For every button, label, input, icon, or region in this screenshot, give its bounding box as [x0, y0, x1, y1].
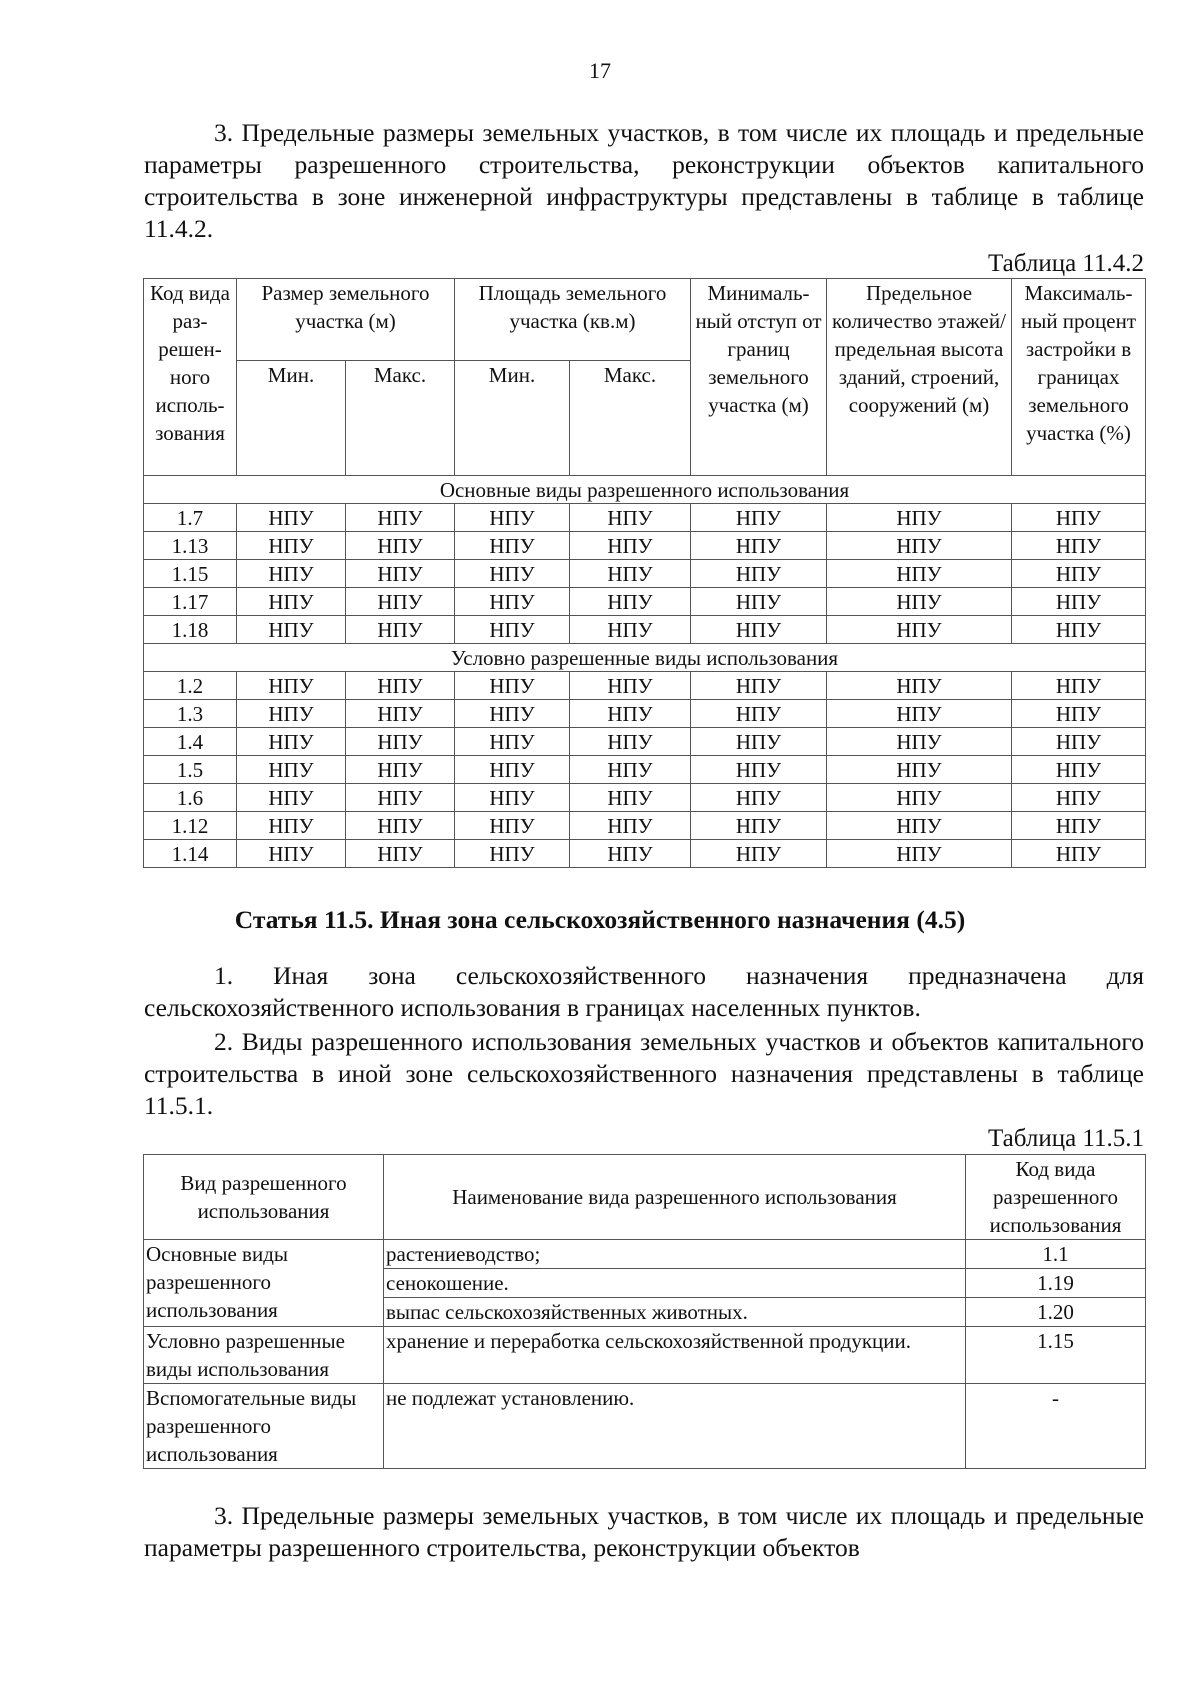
use-code: 1.12	[144, 812, 237, 840]
use-code: 1.15	[966, 1327, 1146, 1384]
table-caption-11-4-2: Таблица 11.4.2	[988, 250, 1144, 277]
value-cell: НПУ	[1012, 560, 1146, 588]
value-cell: НПУ	[570, 756, 691, 784]
value-cell: НПУ	[237, 616, 346, 644]
table-row	[144, 812, 1146, 840]
value-cell: НПУ	[346, 532, 455, 560]
value-cell: НПУ	[570, 784, 691, 812]
value-cell: НПУ	[691, 728, 827, 756]
value-cell: НПУ	[691, 784, 827, 812]
value-cell: НПУ	[691, 560, 827, 588]
header-area-max: Макс.	[570, 361, 691, 476]
value-cell: НПУ	[237, 840, 346, 868]
value-cell: НПУ	[570, 700, 691, 728]
header-plot-size: Размер земельного участка (м)	[237, 279, 455, 361]
value-cell: НПУ	[570, 532, 691, 560]
value-cell: НПУ	[237, 560, 346, 588]
value-cell: НПУ	[346, 812, 455, 840]
table-11-4-2	[143, 278, 1146, 868]
value-cell: НПУ	[455, 504, 570, 532]
table-row	[144, 616, 1146, 644]
value-cell: НПУ	[237, 588, 346, 616]
value-cell: НПУ	[827, 588, 1012, 616]
value-cell: НПУ	[691, 672, 827, 700]
table-row	[144, 532, 1146, 560]
value-cell: НПУ	[827, 728, 1012, 756]
article-heading: Статья 11.5. Иная зона сельскохозяйственного назначения (4.5)	[234, 905, 966, 934]
value-cell: НПУ	[1012, 728, 1146, 756]
table-row	[144, 672, 1146, 700]
value-cell: НПУ	[570, 728, 691, 756]
value-cell: НПУ	[1012, 588, 1146, 616]
header-min-setback: Минималь-ный отступ от границ земельного участка (м)	[691, 279, 827, 476]
value-cell: НПУ	[570, 616, 691, 644]
value-cell: НПУ	[570, 560, 691, 588]
use-name: выпас сельскохозяйственных животных.	[384, 1298, 966, 1327]
value-cell: НПУ	[1012, 756, 1146, 784]
value-cell: НПУ	[237, 700, 346, 728]
value-cell: НПУ	[346, 588, 455, 616]
table-row	[144, 784, 1146, 812]
value-cell: НПУ	[827, 700, 1012, 728]
value-cell: НПУ	[346, 560, 455, 588]
value-cell: НПУ	[691, 756, 827, 784]
value-cell: НПУ	[346, 840, 455, 868]
use-code: 1.7	[144, 504, 237, 532]
use-group-label: Условно разрешенные виды использования	[144, 1327, 384, 1384]
value-cell: НПУ	[1012, 532, 1146, 560]
use-code: 1.17	[144, 588, 237, 616]
header-size-max: Макс.	[346, 361, 455, 476]
page-number: 17	[589, 58, 611, 83]
value-cell: НПУ	[1012, 616, 1146, 644]
value-cell: НПУ	[570, 504, 691, 532]
header-size-min: Мин.	[237, 361, 346, 476]
header-plot-area: Площадь земельного участка (кв.м)	[455, 279, 691, 361]
table-row	[144, 504, 1146, 532]
use-code: 1.20	[966, 1298, 1146, 1327]
value-cell: НПУ	[237, 784, 346, 812]
value-cell: НПУ	[346, 504, 455, 532]
use-code: 1.18	[144, 616, 237, 644]
value-cell: НПУ	[455, 672, 570, 700]
table-row	[144, 560, 1146, 588]
value-cell: НПУ	[1012, 700, 1146, 728]
use-code: -	[966, 1384, 1146, 1469]
value-cell: НПУ	[827, 672, 1012, 700]
value-cell: НПУ	[455, 840, 570, 868]
value-cell: НПУ	[455, 616, 570, 644]
value-cell: НПУ	[827, 616, 1012, 644]
table-row	[144, 588, 1146, 616]
header-max-floors: Предельное количество этажей/ предельная высота зданий, строений, сооружений (м)	[827, 279, 1012, 476]
table-11-5-1	[143, 1154, 1146, 1469]
table-row	[144, 728, 1146, 756]
value-cell: НПУ	[346, 784, 455, 812]
section-main-uses: Основные виды разрешенного использования	[144, 476, 1146, 504]
table-row	[144, 1384, 1146, 1469]
paragraph-text: 3. Предельные размеры земельных участков, в том числе их площадь и предельные параметры разрешенного строительства, реконструкции объектов	[144, 1501, 1144, 1562]
header-area-min: Мин.	[455, 361, 570, 476]
table-row	[144, 1327, 1146, 1384]
paragraph-permitted-uses	[144, 1026, 1144, 1122]
value-cell: НПУ	[455, 756, 570, 784]
value-cell: НПУ	[455, 588, 570, 616]
table-row	[144, 700, 1146, 728]
header-use-name: Наименование вида разрешенного использования	[384, 1155, 966, 1240]
value-cell: НПУ	[455, 812, 570, 840]
value-cell: НПУ	[455, 728, 570, 756]
value-cell: НПУ	[691, 504, 827, 532]
value-cell: НПУ	[237, 504, 346, 532]
value-cell: НПУ	[827, 504, 1012, 532]
table-caption-11-5-1: Таблица 11.5.1	[988, 1125, 1144, 1152]
value-cell: НПУ	[827, 784, 1012, 812]
use-code: 1.3	[144, 700, 237, 728]
use-code: 1.13	[144, 532, 237, 560]
value-cell: НПУ	[455, 784, 570, 812]
section-conditional-uses: Условно разрешенные виды использования	[144, 644, 1146, 672]
table-row	[144, 840, 1146, 868]
use-code: 1.6	[144, 784, 237, 812]
value-cell: НПУ	[455, 532, 570, 560]
use-name: не подлежат установлению.	[384, 1384, 966, 1469]
paragraph-zone-purpose	[144, 960, 1144, 1024]
use-group-label: Вспомогательные виды разрешенного использования	[144, 1384, 384, 1469]
value-cell: НПУ	[691, 616, 827, 644]
use-code: 1.5	[144, 756, 237, 784]
paragraph-text: 2. Виды разрешенного использования земельных участков и объектов капитального строительства в иной зоне сельскохозяйственного назначения представлены в таблице 11.5.1.	[144, 1027, 1144, 1120]
value-cell: НПУ	[346, 728, 455, 756]
header-max-coverage: Максималь-ный процент застройки в границах земельного участка (%)	[1012, 279, 1146, 476]
value-cell: НПУ	[691, 588, 827, 616]
table-row	[144, 1240, 1146, 1269]
paragraph-zone-limits	[144, 117, 1144, 245]
value-cell: НПУ	[827, 812, 1012, 840]
value-cell: НПУ	[237, 812, 346, 840]
value-cell: НПУ	[237, 756, 346, 784]
value-cell: НПУ	[691, 532, 827, 560]
use-code: 1.4	[144, 728, 237, 756]
value-cell: НПУ	[237, 672, 346, 700]
value-cell: НПУ	[455, 560, 570, 588]
value-cell: НПУ	[1012, 672, 1146, 700]
paragraph-limits-continued	[144, 1500, 1144, 1564]
use-code: 1.15	[144, 560, 237, 588]
use-group-label: Основные виды разрешенного использования	[144, 1240, 384, 1327]
value-cell: НПУ	[1012, 504, 1146, 532]
value-cell: НПУ	[237, 728, 346, 756]
value-cell: НПУ	[346, 756, 455, 784]
value-cell: НПУ	[570, 588, 691, 616]
value-cell: НПУ	[827, 756, 1012, 784]
value-cell: НПУ	[827, 840, 1012, 868]
value-cell: НПУ	[570, 672, 691, 700]
paragraph-text: 3. Предельные размеры земельных участков, в том числе их площадь и предельные параметры разрешенного строительства, реконструкции объектов капитального строительства в зоне инженерной инфраструктуры представлены в таблице в таблице 11.4.2.	[144, 118, 1144, 243]
value-cell: НПУ	[691, 812, 827, 840]
value-cell: НПУ	[455, 700, 570, 728]
use-code: 1.14	[144, 840, 237, 868]
value-cell: НПУ	[237, 532, 346, 560]
value-cell: НПУ	[827, 532, 1012, 560]
paragraph-text: 1. Иная зона сельскохозяйственного назначения предназначена для сельскохозяйственного использования в границах населенных пунктов.	[144, 961, 1144, 1022]
use-name: растениеводство;	[384, 1240, 966, 1269]
value-cell: НПУ	[346, 700, 455, 728]
value-cell: НПУ	[1012, 840, 1146, 868]
use-name: хранение и переработка сельскохозяйственной продукции.	[384, 1327, 966, 1384]
use-code: 1.1	[966, 1240, 1146, 1269]
value-cell: НПУ	[570, 812, 691, 840]
value-cell: НПУ	[346, 672, 455, 700]
value-cell: НПУ	[1012, 784, 1146, 812]
value-cell: НПУ	[691, 700, 827, 728]
value-cell: НПУ	[691, 840, 827, 868]
value-cell: НПУ	[570, 840, 691, 868]
header-code: Код вида раз-решен-ного исполь-зования	[144, 279, 237, 476]
header-use-code: Код вида разрешенного использования	[966, 1155, 1146, 1240]
use-code: 1.19	[966, 1269, 1146, 1298]
value-cell: НПУ	[346, 616, 455, 644]
value-cell: НПУ	[827, 560, 1012, 588]
use-name: сенокошение.	[384, 1269, 966, 1298]
use-code: 1.2	[144, 672, 237, 700]
value-cell: НПУ	[1012, 812, 1146, 840]
header-use-type: Вид разрешенного использования	[144, 1155, 384, 1240]
table-row	[144, 756, 1146, 784]
